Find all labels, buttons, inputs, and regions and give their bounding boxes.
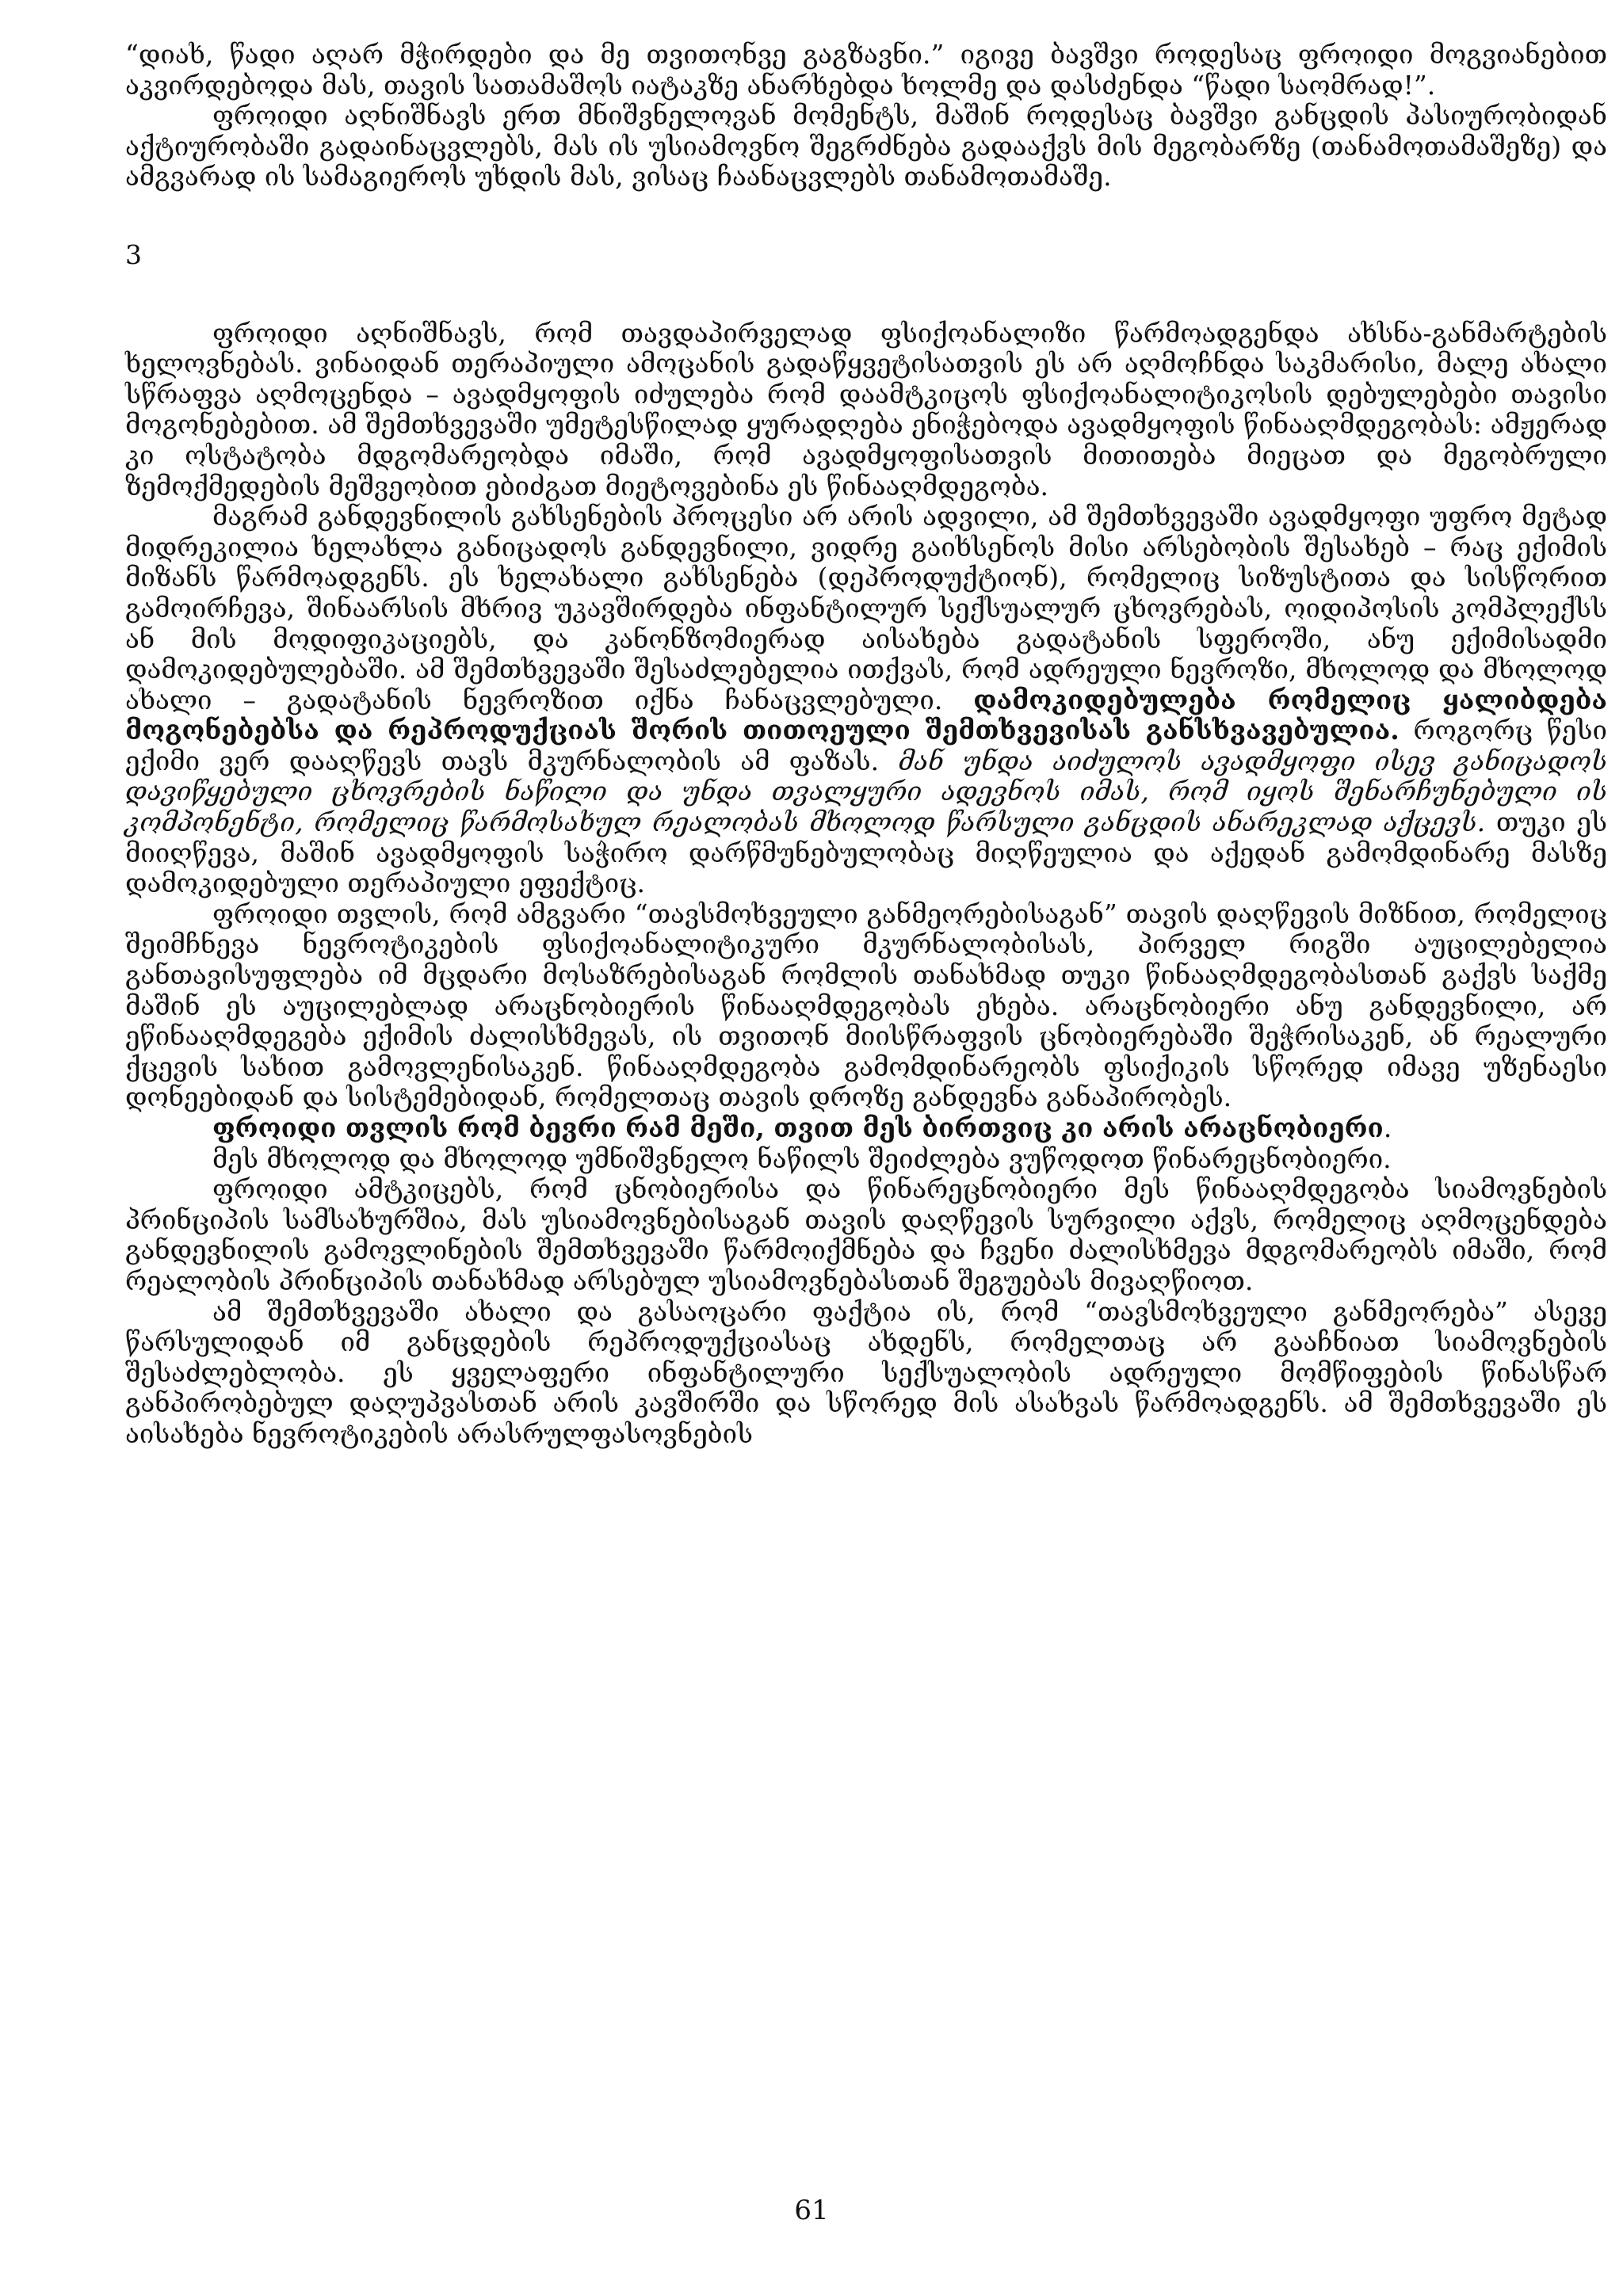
document-page [125,40,1607,1450]
paragraph-text: თუკი ეს მიიღწევა, მაშინ ავადმყოფის საჭირო დარწმუნებულობაც მიღწეულია და აქედან გამომდინარე მასზე დამოკიდებული თერაპიული ეფექტიც. [125,807,1607,899]
paragraph: ფროიდი აღნიშნავს ერთ მნიშვნელოვან მომენტს, მაშინ როდესაც ბავშვი განცდის პასიურობიდან აქტიურობაში გადაინაცვლებს, მას ის უსიამოვნო შეგრძნება გადააქვს მის მეგობარზე (თანამოთამაშეზე) და ამგვარად ის სამაგიეროს უხდის მას, ვისაც ჩაანაცვლებს თანამოთამაშე. [125,100,1607,193]
bold-statement: ფროიდი თვლის რომ ბევრი რამ მეში, თვით მეს ბირთვიც კი არის არაცნობიერი [212,1112,1384,1143]
bold-emphasis: დამოკიდებულება რომელიც ყალიბდება მოგონებებსა და რეპროდუქციას შორის თითოეული შემთხვევისას განსხვავებულია. [125,684,1607,746]
paragraph-text: როგორც წესი ექიმი ვერ დააღწევს თავს მკურნალობის ამ ფაზას. [125,715,1607,776]
paragraph: ფროიდი აღნიშნავს, რომ თავდაპირველად ფსიქოანალიზი წარმოადგენდა ახსნა-განმარტების ხელოვნებას. ვინაიდან თერაპიული ამოცანის გადაწყვეტისათვის ეს არ აღმოჩნდა საკმარისი, მალე ახალი სწრაფვა აღმოცენდა – ავადმყოფის იძულება რომ დაამტკიცოს ფსიქოანალიტიკოსის დებულებები თავისი მოგონებებით. ამ შემთხვევაში უმეტესწილად ყურადღება ენიჭებოდა ავადმყოფის წინააღმდეგობას: ამჟერად კი ოსტატობა მდგომარეობდა იმაში, რომ ავადმყოფისათვის მითითება მიეცათ და მეგობრული ზემოქმედების მეშვეობით ებიძგათ მიეტოვებინა ეს წინააღმდეგობა. [125,317,1607,502]
paragraph [125,502,1607,899]
page-number: 61 [794,2195,829,2226]
paragraph [125,1113,1607,1144]
paragraph-text: მაგრამ განდევნილის გახსენების პროცესი არ არის ადვილი, ამ შემთხვევაში ავადმყოფი უფრო მეტად მიდრეკილია ხელახლა განიცადოს განდევნილი, ვიდრე გაიხსენოს მისი არსებობის შესახებ – რაც ექიმის მიზანს წარმოადგენს. ეს ხელახალი გახსენება (დეპროდუქტიონ), რომელიც სიზუსტითა და სისწორით გამოირჩევა, შინაარსის მხრივ უკავშირდება ინფანტილურ სექსუალურ ცხოვრებას, ოიდიპოსის კომპლექსს ან მის მოდიფიკაციებს, და კანონზომიერად აისახება გადატანის სფეროში, ანუ ექიმისადმი დამოკიდებულებაში. ამ შემთხვევაში შესაძლებელია ითქვას, რომ ადრეული ნევროზი, მხოლოდ და მხოლოდ ახალი – გადატანის ნევროზით იქნა ჩანაცვლებული. [125,501,1607,715]
paragraph: ამ შემთხვევაში ახალი და გასაოცარი ფაქტია ის, რომ “თავსმოხვეული განმეორება” ასევე წარსულიდან იმ განცდების რეპროდუქციასაც ახდენს, რომელთაც არ გააჩნიათ სიამოვნების შესაძლებლობა. ეს ყველაფერი ინფანტილური სექსუალობის ადრეული მომწიფების წინასწარ განპირობებულ დაღუპვასთან არის კავშირში და სწორედ მის ასახვას წარმოადგენს. ამ შემთხვევაში ეს აისახება ნევროტიკების არასრულფასოვნების [125,1295,1607,1449]
section-number: 3 [125,238,142,270]
period: . [1383,1112,1392,1143]
italic-emphasis: მან უნდა აიძულოს ავადმყოფი ისევ განიცადოს დავიწყებული ცხოვრების ნაწილი და უნდა თვალყური ადევნოს იმას, რომ იყოს შენარჩუნებული ის კომპონენტი, რომელიც წარმოსახულ რეალობას მხოლოდ წარსული განცდის ანარეკლად აქცევს. [125,745,1607,838]
paragraph: ფროიდი ამტკიცებს, რომ ცნობიერისა და წინარეცნობიერი მეს წინააღმდეგობა სიამოვნების პრინციპის სამსახურშია, მას უსიამოვნებისაგან თავის დაღწევის სურვილი აქვს, რომელიც აღმოცენდება განდევნილის გამოვლინების შემთხვევაში წარმოიქმნება და ჩვენი ძალისხმევა მდგომარეობს იმაში, რომ რეალობის პრინციპის თანახმად არსებულ უსიამოვნებასთან შეგუებას მივაღწიოთ. [125,1173,1607,1296]
paragraph-continuation: “დიახ, წადი აღარ მჭირდები და მე თვითონვე გაგზავნი.” იგივე ბავშვი როდესაც ფროიდი მოგვიანებით აკვირდებოდა მას, თავის სათამაშოს იატაკზე ანარხებდა ხოლმე და დასძენდა “წადი საომრად!”. [125,39,1607,101]
paragraph: მეს მხოლოდ და მხოლოდ უმნიშვნელო ნაწილს შეიძლება ვუწოდოთ წინარეცნობიერი. [212,1142,1392,1174]
paragraph: ფროიდი თვლის, რომ ამგვარი “თავსმოხვეული განმეორებისაგან” თავის დაღწევის მიზნით, რომელიც შეიმჩნევა ნევროტიკების ფსიქოანალიტიკური მკურნალობისას, პირველ რიგში აუცილებელია განთავისუფლება იმ მცდარი მოსაზრებისაგან რომლის თანახმად თუკი წინააღმდეგობასთან გაქვს საქმე მაშინ ეს აუცილებლად არაცნობიერის წინააღმდეგობას ეხება. არაცნობიერი ანუ განდევნილი, არ ეწინააღმდეგება ექიმის ძალისხმევას, ის თვითონ მიისწრაფვის ცნობიერებაში შეჭრისაკენ, ან რეალური ქცევის სახით გამოვლენისაკენ. წინააღმდეგობა გამომდინარეობს ფსიქიკის სწორედ იმავე უზენაესი დონეებიდან და სისტემებიდან, რომელთაც თავის დროზე განდევნა განაპირობეს. [125,898,1607,1113]
